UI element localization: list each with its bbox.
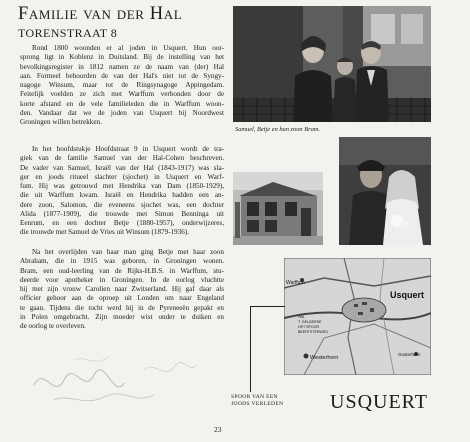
paragraph-3 [20, 248, 224, 331]
text-line: Alida (1877-1909), die trouwde met Simon Benninga uit [20, 209, 224, 218]
page-title: Familie van der Hal [18, 4, 183, 24]
map-label-small-1: HAL [298, 315, 305, 319]
page-subtitle: TORENSTRAAT 8 [18, 26, 118, 40]
text-line: de oorlog te overleven. [20, 322, 86, 330]
map-label-warffum: Warffum [286, 280, 305, 286]
handwriting-scribble [24, 345, 204, 415]
text-line: Na het overlijden van haar man ging Betje met haar zoon [32, 248, 224, 256]
map-label-westerhorn: Westerhorn [310, 355, 339, 361]
text-line: De vader van Samuel, Israël van der Hal (1843-1917) was sla- [20, 163, 224, 172]
text-line: hij met zijn vrouw Carolien naar Zwitserland. Hij gaf daar als [20, 285, 224, 293]
text-line: Feitelijk voelden ze zich met Warffum verbonden door de [20, 90, 224, 99]
text-line: die trouwde met Samuel de Vries uit Winsum (1879-1936). [20, 228, 189, 237]
map-pointer-line [250, 306, 285, 307]
text-line: aan. Formeel behoorden de van der Hal's niet tot de Syngy- [20, 71, 224, 80]
map-pointer-line-vertical [250, 306, 251, 392]
paragraph-1 [20, 44, 224, 127]
series-label [231, 394, 283, 408]
text-line: officier gehoor aan de oproep uit Londen om naar Engeland [20, 294, 224, 303]
text-line: Abraham, die in 1915 was geboren, in Groningen wonen. [20, 257, 224, 266]
page-number: 23 [214, 425, 222, 434]
text-line: Rond 1800 woonden er al joden in Usquert. Hun oor- [32, 44, 224, 52]
text-line: fum. Hij was getrouwd met Hendrika van Dam (1850-1929), [20, 182, 224, 190]
text-line: sprong ligt in Koblenz in Duitsland. Bij de instelling van het [20, 53, 224, 62]
paragraph-2 [20, 145, 224, 238]
text-line: Groningen willen betrekken. [20, 118, 102, 126]
map-label-small-2: T. GELDERSE [298, 320, 322, 324]
family-portrait-photo [233, 6, 431, 122]
text-line: den. Vandaar dat we de joden van Usquert bij Noordwest [20, 108, 224, 117]
text-line: In het hoofdstukje Hoofdstraat 9 in Usquert wordt de tra- [32, 145, 224, 153]
map-label-oosterhorn: Oosterhorn [398, 352, 421, 357]
text-line: giek van de familie Samuel van der Hal-Cohen beschreven. [20, 154, 224, 163]
text-line: Bram, een oud-leerling van de Rijks-H.B.S. in Warffum, stu- [20, 266, 224, 275]
map-label-usquert: Usquert [390, 290, 425, 300]
text-line: nagoge Winsum, maar tot de Ringsynagoge Appingedam. [20, 81, 224, 89]
map-label-small-3: HET SPOOR [298, 325, 320, 329]
place-title: USQUERT [330, 391, 429, 413]
house-photo [233, 172, 323, 245]
series-label-line1: SPOOR VAN EEN [231, 394, 278, 400]
text-line: ger en joods ritueel slachter (sjochet) in Usquert en Warf- [20, 172, 224, 181]
photo-caption: Samuel, Betje en hun zoon Bram. [235, 126, 321, 133]
map-label-small-4: BEERTSTERWEG [298, 330, 329, 334]
map-usquert [284, 258, 431, 375]
text-line: Eenrum, en een dochter Betje (1880-1957), onderwijzeres, [20, 219, 224, 227]
wedding-photo [339, 137, 431, 245]
text-line: dere zoon, Salomon, die eveneens sjochet was, een dochter [20, 200, 224, 209]
text-line: bevolkingsregister in 1812 namen ze de naam van (der) Hal [20, 62, 224, 71]
text-line: korte afstand en de vele familieleden die in Warffum woon- [20, 99, 224, 108]
text-line: in Polen omgebracht. Zijn moeder wist onder te duiken en [20, 312, 224, 321]
text-line: te gaan. Tijdens die tocht werd hij in de Pyreneeën gepakt en [20, 303, 224, 312]
text-line: deerde voor apotheker in Groningen. In de oorlog vluchtte [20, 275, 224, 284]
series-label-line2: JOODS VERLEDEN [231, 401, 284, 407]
text-line: die uit Warffum kwam. Israël en Hendrika hadden een an- [20, 191, 224, 200]
